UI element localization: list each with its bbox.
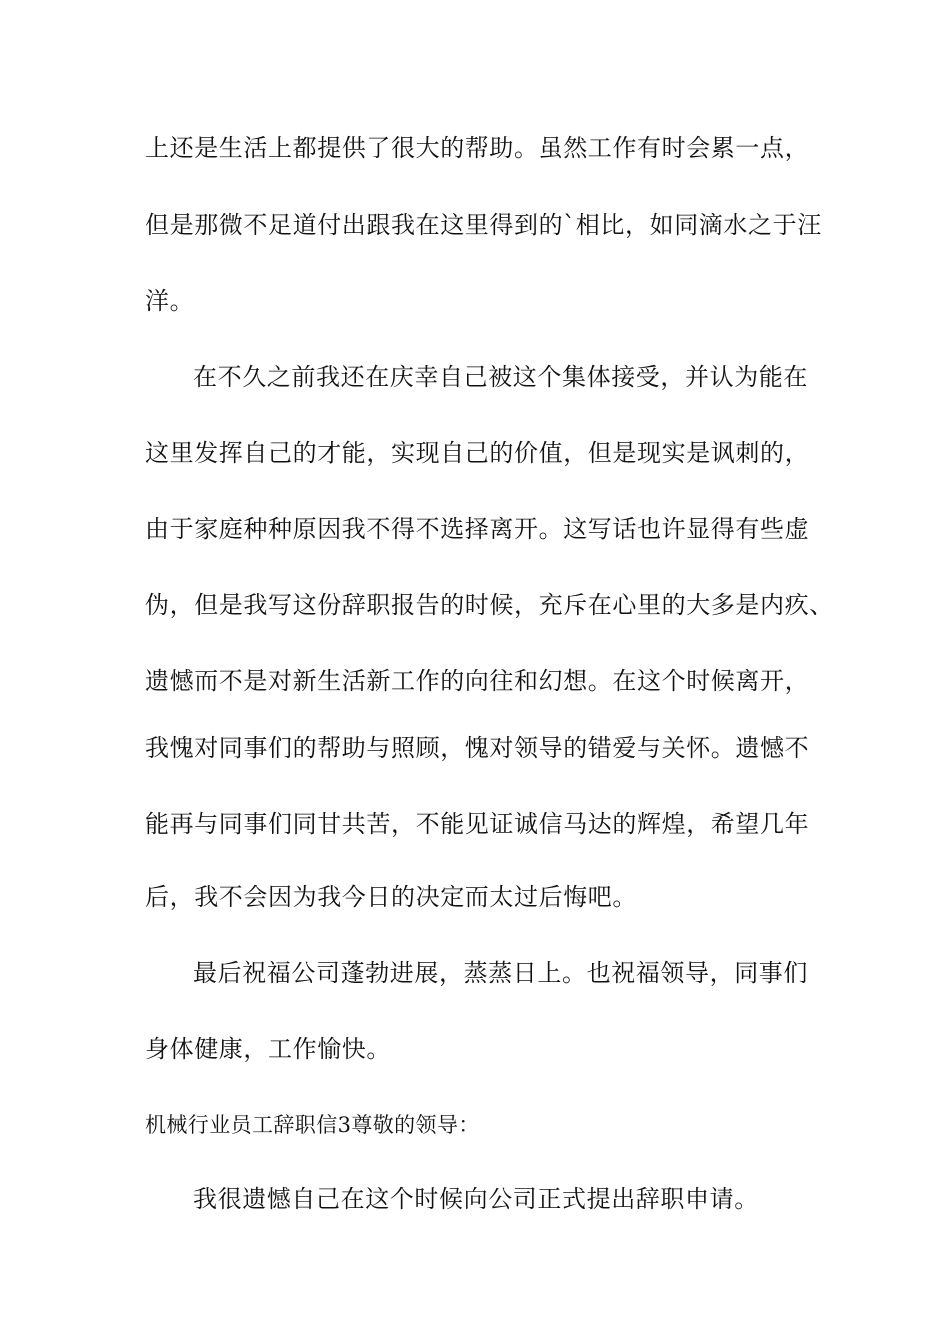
body-text-line: 身体健康，工作愉快。 (145, 1035, 391, 1063)
paragraph-first-line: 最后祝福公司蓬勃进展，蒸蒸日上。也祝福领导，同事们 (193, 959, 808, 987)
body-text-line: 能再与同事们同甘共苦，不能见证诚信马达的辉煌，希望几年 (145, 810, 810, 838)
body-text-line: 上还是生活上都提供了很大的帮助。虽然工作有时会累一点， (145, 134, 810, 162)
body-text-line: 后，我不会因为我今日的决定而太过后悔吧。 (145, 883, 637, 911)
body-text-line: 由于家庭种种原因我不得不选择离开。这写话也许显得有些虚 (145, 515, 810, 543)
body-text-line: 洋。 (145, 287, 195, 315)
body-text-line: 但是那微不足道付出跟我在这里得到的`相比，如同滴水之于汪 (145, 211, 822, 239)
paragraph-first-line: 我很遗憾自己在这个时候向公司正式提出辞职申请。 (193, 1185, 759, 1213)
paragraph-first-line: 在不久之前我还在庆幸自己被这个集体接受，并认为能在 (193, 363, 808, 391)
body-text-line: 这里发挥自己的才能，实现自己的价值，但是现实是讽刺的， (145, 439, 810, 467)
section-heading: 机械行业员工辞职信3尊敬的领导： (145, 1113, 480, 1137)
body-text-line: 遗憾而不是对新生活新工作的向往和幻想。在这个时候离开， (145, 667, 810, 695)
body-text-line: 伪，但是我写这份辞职报告的时候，充斥在心里的大多是内疚、 (145, 591, 834, 619)
body-text-line: 我愧对同事们的帮助与照顾，愧对领导的错爱与关怀。遗憾不 (145, 734, 810, 762)
